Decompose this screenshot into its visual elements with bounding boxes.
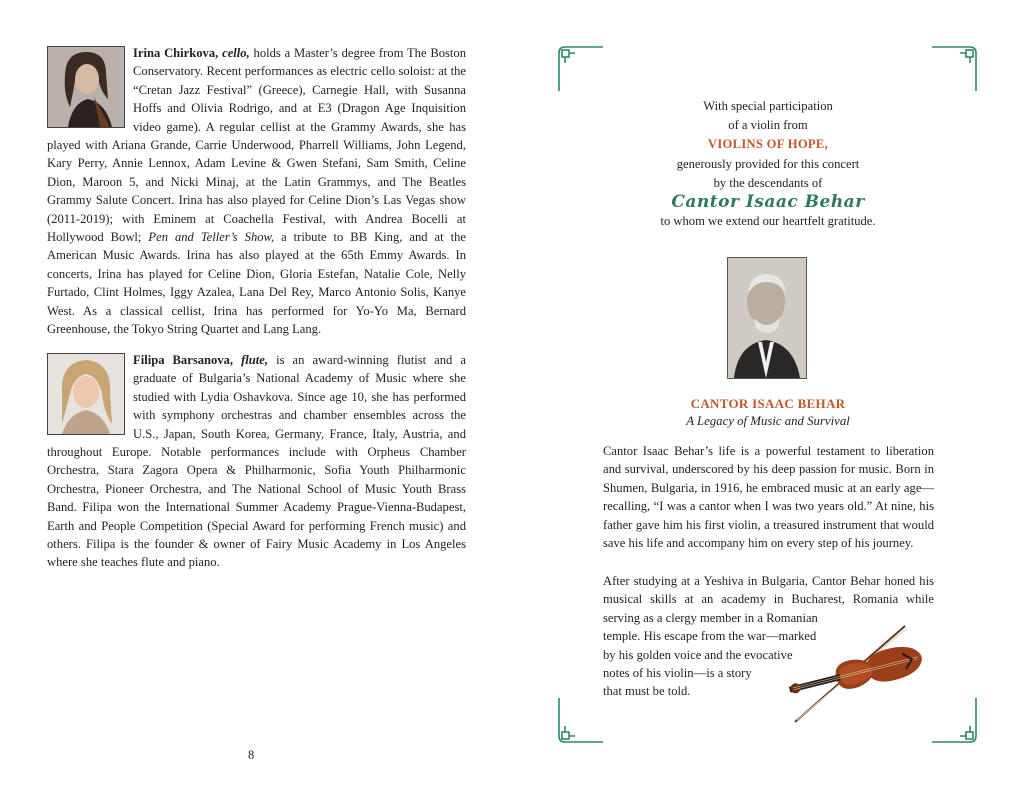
bio1-instrument: cello, — [222, 46, 250, 60]
photo-filipa-barsanova — [47, 353, 125, 435]
violin-illustration — [787, 622, 947, 726]
intro-line-4: by the descendants of — [713, 175, 823, 190]
story2-full: After studying at a Yeshiva in Bulgaria, Cantor Behar honed his musical skills at an academy in Bucharest, Romania while serving as a clergy member in a Romanian — [603, 574, 934, 625]
photo-irina-chirkova — [47, 46, 125, 128]
bio1-name: Irina Chirkova, — [133, 46, 219, 60]
cantor-section-title: CANTOR ISAAC BEHAR — [690, 396, 846, 411]
violins-of-hope: VIOLINS OF HOPE, — [707, 137, 829, 152]
intro-line-1: With special participation — [703, 99, 833, 113]
bio2-text: is an award-winning flutist and a graduate of Bulgaria’s National Academy of Music where she studied with Lydia Oshavkova. Since age 10, she has performed with symphony orchestras and chamber ensembles across the U.S., Japan, South Korea, Germany, France, Italy, Austria, and throughout Europe. Notable performances include with Orpheus Chamber Orchestra, Stara Zagora Opera & Philharmonic, Sofia Youth Philharmonic Orchestra, Pioneer Orchestra, and The National School of Music Youth Brass Band. Filipa won the International Summer Academy Prague-Vienna-Budapest, Earth and People Competition (Special Award for performing French music) and others. Filipa is the founder & owner of Fairy Music Academy in Los Angeles where she teaches flute and piano. — [47, 353, 466, 570]
bio1-text2: a tribute to BB King, and at the American Music Awards. Irina has also played at the 65th Emmy Awards. In concerts, Irina has played for Celine Dion, Gloria Estefan, Natalie Cole, Nelly Furtado, Clint Holmes, Iggy Azalea, Lana Del Rey, Marco Antonio Solis, Kanye West. As a classical cellist, Irina has performed for Yo-Yo Ma, Bernard Greenhouse, the Tokyo String Quartet and Lang Lang. — [47, 230, 466, 337]
bio2-instrument: flute, — [241, 353, 269, 367]
bio2-name: Filipa Barsanova, — [133, 353, 234, 367]
cantor-script-name: Cantor Isaac Behar — [671, 192, 865, 213]
bio-irina-chirkova — [47, 44, 466, 339]
cantor-portrait — [727, 257, 807, 379]
intro-line-2: of a violin from — [728, 118, 808, 133]
intro-line-5: to whom we extend our heartfelt gratitude. — [660, 214, 876, 229]
story2-line-1: temple. His escape from the war—marked — [603, 629, 817, 644]
story2-line-2: by his golden voice and the evocative — [603, 647, 793, 662]
cantor-story-paragraph-1: Cantor Isaac Behar’s life is a powerful testament to liberation and survival, underscored by his deep passion for music. Born in Shumen, Bulgaria, in 1916, he embraced music at an early age—recalling, “I was a cantor when I was two years old.” At nine, his father gave him his first violin, a treasured instrument that would save his life and accompany him on every step of his journey. — [603, 444, 934, 551]
corner-ornament-top-right — [932, 45, 978, 91]
corner-ornament-bottom-left — [557, 698, 603, 744]
corner-ornament-top-left — [557, 45, 603, 91]
story2-line-3: notes of his violin—is a story — [603, 666, 752, 681]
right-page — [512, 0, 1024, 791]
bio-filipa-barsanova — [47, 351, 466, 572]
intro-line-3: generously provided for this concert — [676, 156, 860, 171]
page-number: 8 — [248, 748, 255, 762]
bio1-show: Pen and Teller’s Show, — [148, 230, 275, 245]
bio1-text1: holds a Master’s degree from The Boston Conservatory. Recent performances as electric cello soloist: at the “Cretan Jazz Festival” (Greece), Carnegie Hall, with Susanna Hoffs and Olivia Rodrigo, and at E3 (Dragon Age Inquisition video game). A regular cellist at the Grammy Awards, she has played with Ariana Grande, Carrie Underwood, Pharrell Williams, John Legend, Kary Perry, Annie Lennox, Adam Levine & Gwen Stefani, Sam Smith, Celine Dion, Maroon 5, and Nicki Minaj, at the Latin Grammys, and The Beatles Grammy Salute Concert. Irina has also played for Celine Dion’s Las Vegas show (2011-2019); with Eminem at Coachella Festival, with Andrea Bocelli at Hollywood Bowl; — [47, 46, 467, 245]
cantor-section-subtitle: A Legacy of Music and Survival — [686, 414, 850, 428]
story2-line-4: that must be told. — [603, 684, 691, 699]
dedication-block — [512, 97, 1024, 231]
